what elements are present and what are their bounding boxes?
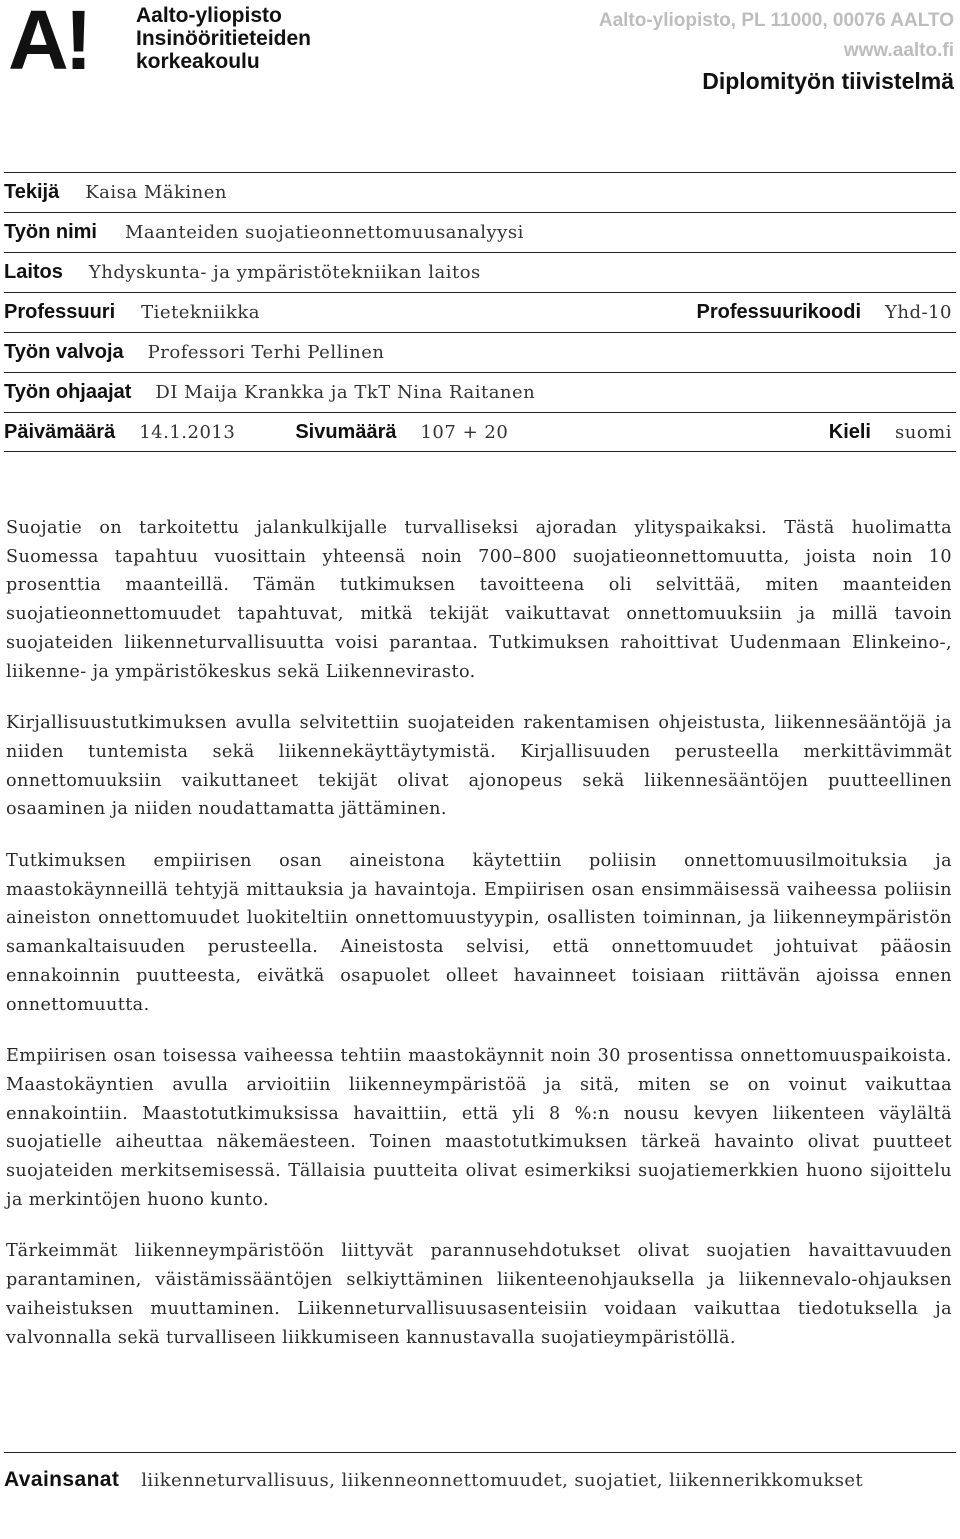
date-value: 14.1.2013	[139, 421, 236, 443]
logo-text	[136, 4, 311, 73]
title-label: Työn nimi	[4, 221, 97, 243]
professorship-row	[4, 292, 956, 332]
language-label: Kieli	[828, 420, 871, 443]
pages-label: Sivumäärä	[295, 420, 397, 443]
author-label: Tekijä	[4, 181, 60, 203]
instructors-label: Työn ohjaajat	[4, 381, 132, 403]
logo-line-2: Insinööritieteiden	[136, 27, 312, 50]
supervisor-label: Työn valvoja	[4, 341, 124, 363]
document-type-title: Diplomityön tiivistelmä	[702, 68, 954, 94]
date-label: Päivämäärä	[4, 420, 116, 443]
keywords-section	[4, 1452, 956, 1498]
logo-line-3: korkeakoulu	[136, 50, 260, 73]
logo-line-1: Aalto-yliopisto	[136, 4, 282, 27]
instructors-value: DI Maija Krankka ja TkT Nina Raitanen	[155, 382, 536, 403]
postal-address: Aalto-yliopisto, PL 11000, 00076 AALTO	[598, 10, 954, 31]
professorship-label: Professuuri	[4, 301, 116, 323]
title-value: Maanteiden suojatieonnettomuusanalyysi	[124, 222, 524, 243]
abstract-paragraph: Tärkeimmät liikenneympäristöön liittyvät parannusehdotukset olivat suojatien havaittavuuden parantaminen, väistämissääntöjen selkiyttäminen liikenteenohjauksella ja liikennevalo-ohjauksen vaiheistuksen muuttaminen. Liikenneturvallisuusasenteisiin voidaan vaikuttaa tiedotuksella ja valvonnalla sekä turvalliseen liikkumiseen kannustavalla suojatieympäristöllä.	[6, 1241, 952, 1348]
abstract-paragraph: Tutkimuksen empiirisen osan aineistona käytettiin poliisin onnettomuusilmoituksia ja maastokäynneillä tehtyjä mittauksia ja havaintoja. Empiirisen osan ensimmäisessä vaiheessa poliisin aineiston onnettomuudet luokiteltiin onnettomuustyypin, osallisten toiminnan, ja liikenneympäristön samankaltaisuuden perusteella. Aineistosta selvisi, että onnettomuudet johtuivat pääosin ennakoinnin puutteesta, eivätkä osapuolet olleet havainneet toisiaan riittävän ajoissa ennen onnettomuutta.	[6, 851, 952, 1015]
author-value: Kaisa Mäkinen	[85, 182, 228, 203]
thesis-info-table	[4, 172, 956, 452]
language-value: suomi	[895, 421, 952, 443]
supervisor-value: Professori Terhi Pellinen	[147, 342, 385, 363]
professorship-code-value: Yhd-10	[885, 302, 952, 323]
professorship-value: Tietekniikka	[141, 302, 261, 323]
department-value: Yhdyskunta- ja ympäristötekniikan laitos	[88, 262, 481, 283]
abstract-paragraph: Suojatie on tarkoitettu jalankulkijalle turvalliseksi ajoradan ylityspaikaksi. Tästä huolimatta Suomessa tapahtuu vuosittain yhteensä noin 700–800 suojatieonnettomuutta, joista noin 10 prosenttia maanteillä. Tämän tutkimuksen tavoitteena oli selvittää, miten maanteiden suojatieonnettomuudet tapahtuvat, mitkä tekijät vaikuttavat onnettomuuksiin ja millä tavoin suojateiden liikenneturvallisuutta voisi parantaa. Tutkimuksen rahoittivat Uudenmaan Elinkeino-, liikenne- ja ympäristökeskus sekä Liikennevirasto.	[6, 518, 952, 682]
instructors-row	[4, 372, 956, 412]
pages-value: 107 + 20	[420, 421, 509, 443]
supervisor-row	[4, 332, 956, 372]
university-logo	[8, 4, 311, 76]
author-row	[4, 172, 956, 212]
date-pages-language-row	[4, 412, 956, 452]
address-block	[599, 6, 954, 66]
professorship-code-label: Professuurikoodi	[696, 301, 862, 323]
keywords-value: liikenneturvallisuus, liikenneonnettomuudet, suojatiet, liikennerikkomukset	[141, 1470, 864, 1491]
title-row	[4, 212, 956, 252]
keywords-line	[4, 1463, 956, 1498]
website-link[interactable]: www.aalto.fi	[843, 40, 954, 61]
department-label: Laitos	[4, 261, 63, 283]
department-row	[4, 252, 956, 292]
keywords-label: Avainsanat	[4, 1468, 120, 1491]
abstract-paragraph: Empiirisen osan toisessa vaiheessa tehtiin maastokäynnit noin 30 prosentissa onnettomuuspaikoista. Maastokäyntien avulla arvioitiin liikenneympäristöä ja sitä, miten se on voinut vaikuttaa ennakointiin. Maastotutkimuksissa havaittiin, että yli 8 %:n nousu kevyen liikenteen väylältä suojatielle aiheuttaa näkemäesteen. Toinen maastotutkimuksen tärkeä havainto olivat puutteet suojateiden merkitsemisessä. Tällaisia puutteita olivat esimerkiksi suojatiemerkkien huono sijoittelu ja merkintöjen huono kunto.	[6, 1046, 952, 1210]
abstract-body	[6, 514, 952, 1375]
aalto-logo-mark: A!	[8, 4, 89, 76]
abstract-paragraph: Kirjallisuustutkimuksen avulla selvitettiin suojateiden rakentamisen ohjeistusta, liikennesääntöjä ja niiden tuntemista sekä liikennekäyttäytymistä. Kirjallisuuden perusteella merkittävimmät onnettomuuksiin vaikuttaneet tekijät olivat ajonopeus sekä liikennesääntöjen puutteellinen osaaminen ja niiden noudattamatta jättäminen.	[6, 713, 952, 820]
